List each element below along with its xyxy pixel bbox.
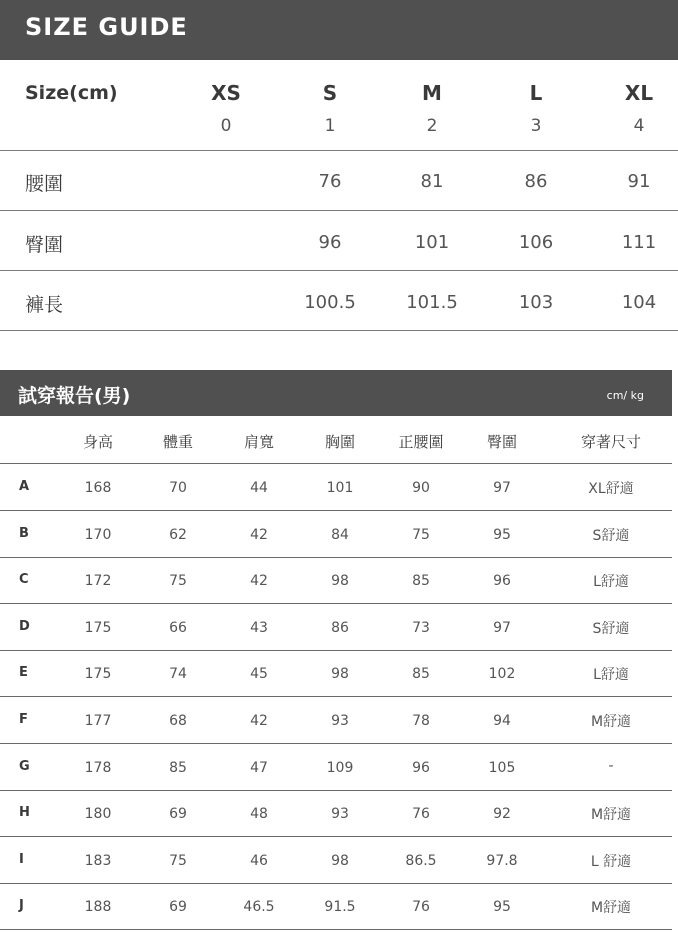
table-cell: 62 bbox=[169, 526, 187, 543]
table-cell: 177 bbox=[84, 713, 112, 729]
row-id: B bbox=[19, 525, 29, 541]
size-name-m: M bbox=[422, 81, 442, 105]
row-label-hip: 臀圍 bbox=[25, 234, 64, 256]
size-name-s: S bbox=[322, 81, 338, 105]
table-cell: S舒適 bbox=[592, 620, 630, 637]
length-xl: 104 bbox=[621, 292, 657, 313]
table-cell: 85 bbox=[412, 573, 430, 590]
table-cell: 98 bbox=[331, 573, 349, 590]
table-cell: 93 bbox=[331, 806, 349, 823]
table-cell: L舒適 bbox=[593, 667, 629, 684]
table-cell: 97 bbox=[493, 480, 511, 496]
table-cell: M舒適 bbox=[590, 900, 632, 917]
size-column-header: Size(cm) bbox=[25, 82, 118, 104]
waist-s: 76 bbox=[318, 171, 342, 192]
table-cell: 96 bbox=[412, 759, 430, 776]
table-row bbox=[0, 557, 672, 603]
table-cell: 92 bbox=[493, 806, 511, 823]
table-cell: M舒適 bbox=[590, 807, 632, 824]
table-cell: 43 bbox=[250, 619, 268, 636]
table-cell: 180 bbox=[84, 806, 112, 823]
try-on-report-title: 試穿報告(男) bbox=[18, 385, 131, 407]
row-label-length: 褲長 bbox=[25, 294, 64, 316]
table-cell: 96 bbox=[493, 573, 511, 590]
table-cell: 42 bbox=[250, 713, 268, 729]
table-cell: 93 bbox=[331, 713, 349, 729]
table-cell: 172 bbox=[84, 573, 112, 590]
table-cell: 175 bbox=[84, 666, 112, 683]
size-guide-title: SIZE GUIDE bbox=[25, 13, 188, 41]
table-cell: L舒適 bbox=[593, 574, 629, 591]
table-cell: 90 bbox=[412, 480, 430, 496]
row-id: F bbox=[19, 712, 28, 727]
table-cell: 101 bbox=[326, 480, 354, 496]
size-name-xl: XL bbox=[624, 81, 654, 105]
table-cell: 86 bbox=[331, 619, 349, 636]
column-header-height: 身高 bbox=[82, 433, 113, 451]
size-code-xs: 0 bbox=[220, 116, 232, 136]
table-cell: 85 bbox=[412, 666, 430, 683]
length-l: 103 bbox=[518, 292, 554, 313]
row-id: I bbox=[19, 851, 24, 867]
table-cell: 42 bbox=[250, 573, 268, 590]
table-cell: 69 bbox=[169, 899, 187, 916]
hip-m: 101 bbox=[414, 232, 450, 253]
table-row bbox=[0, 650, 672, 696]
size-name-xs: XS bbox=[211, 81, 241, 105]
table-cell: 76 bbox=[412, 806, 430, 823]
table-cell: 69 bbox=[169, 806, 187, 823]
table-cell: 85 bbox=[169, 759, 187, 776]
row-label-waist: 腰圍 bbox=[25, 173, 64, 195]
table-cell: 48 bbox=[250, 806, 268, 823]
column-header-weight: 體重 bbox=[162, 433, 193, 451]
length-m: 101.5 bbox=[406, 292, 458, 313]
table-cell: 44 bbox=[250, 480, 268, 496]
table-cell: S舒適 bbox=[592, 527, 630, 544]
size-guide-header bbox=[0, 0, 678, 60]
table-cell: 46.5 bbox=[243, 899, 275, 916]
table-cell: 66 bbox=[169, 619, 187, 636]
divider bbox=[0, 150, 678, 151]
column-header-chest: 胸圍 bbox=[324, 433, 355, 451]
table-cell: 105 bbox=[488, 759, 516, 776]
size-code-m: 2 bbox=[426, 116, 438, 136]
table-cell: 178 bbox=[84, 759, 112, 776]
hip-l: 106 bbox=[518, 232, 554, 253]
table-cell: 94 bbox=[493, 713, 511, 729]
table-row bbox=[0, 464, 672, 510]
hip-xl: 111 bbox=[621, 232, 657, 253]
table-cell: 95 bbox=[493, 899, 511, 916]
table-cell: 168 bbox=[84, 480, 112, 496]
table-row bbox=[0, 604, 672, 650]
length-s: 100.5 bbox=[304, 292, 356, 313]
table-cell: 42 bbox=[250, 526, 268, 543]
table-cell: 97 bbox=[493, 619, 511, 636]
divider bbox=[0, 270, 678, 271]
table-cell: 86.5 bbox=[405, 852, 437, 869]
table-cell: 98 bbox=[331, 666, 349, 683]
table-cell: 68 bbox=[169, 713, 187, 729]
table-row bbox=[0, 837, 672, 883]
divider bbox=[0, 929, 672, 930]
table-cell: 75 bbox=[169, 573, 187, 590]
table-cell: 75 bbox=[412, 526, 430, 543]
size-code-l: 3 bbox=[530, 116, 542, 136]
table-cell: 170 bbox=[84, 526, 112, 543]
table-cell: M舒適 bbox=[590, 714, 632, 730]
try-on-report-header bbox=[0, 370, 672, 416]
row-id: A bbox=[19, 479, 30, 494]
table-cell: 47 bbox=[250, 759, 268, 776]
table-cell: 102 bbox=[488, 666, 516, 683]
table-cell: 45 bbox=[250, 666, 268, 683]
table-row bbox=[0, 744, 672, 790]
size-code-xl: 4 bbox=[633, 116, 645, 136]
table-cell: 73 bbox=[412, 619, 430, 636]
table-cell: 97.8 bbox=[486, 852, 518, 869]
size-name-l: L bbox=[529, 81, 543, 105]
divider bbox=[0, 330, 678, 331]
column-header-shoulder: 肩寬 bbox=[243, 433, 274, 451]
table-cell: 84 bbox=[331, 526, 349, 543]
table-row bbox=[0, 790, 672, 836]
table-cell: L 舒適 bbox=[590, 853, 632, 870]
waist-xl: 91 bbox=[627, 171, 651, 192]
table-cell: 91.5 bbox=[324, 899, 356, 916]
table-cell: 95 bbox=[493, 526, 511, 543]
row-id: E bbox=[19, 665, 28, 681]
table-cell: 98 bbox=[331, 852, 349, 869]
table-cell: XL舒適 bbox=[588, 481, 634, 497]
column-header-waist: 正腰圍 bbox=[398, 433, 444, 451]
column-header-hip: 臀圍 bbox=[486, 433, 517, 451]
table-cell: 188 bbox=[84, 899, 112, 916]
row-id: G bbox=[19, 758, 30, 774]
column-header-fit-size: 穿著尺寸 bbox=[580, 433, 641, 451]
row-id: C bbox=[19, 572, 29, 588]
table-cell: 183 bbox=[84, 852, 112, 869]
table-cell: 76 bbox=[412, 899, 430, 916]
unit-label: cm/ kg bbox=[606, 389, 644, 402]
table-cell: 78 bbox=[412, 713, 430, 729]
row-id: H bbox=[19, 805, 30, 821]
row-id: J bbox=[19, 898, 24, 914]
table-cell: 46 bbox=[250, 852, 268, 869]
table-row bbox=[0, 511, 672, 557]
table-row bbox=[0, 697, 672, 743]
hip-s: 96 bbox=[318, 232, 342, 253]
divider bbox=[0, 210, 678, 211]
waist-l: 86 bbox=[524, 171, 548, 192]
table-row bbox=[0, 883, 672, 929]
table-cell: 74 bbox=[169, 666, 187, 683]
table-cell: 175 bbox=[84, 619, 112, 636]
table-cell: 75 bbox=[169, 852, 187, 869]
table-cell: 70 bbox=[169, 480, 187, 496]
row-id: D bbox=[19, 618, 30, 634]
table-cell: - bbox=[608, 757, 614, 774]
waist-m: 81 bbox=[420, 171, 444, 192]
table-cell: 109 bbox=[326, 759, 354, 776]
size-code-s: 1 bbox=[324, 116, 336, 136]
